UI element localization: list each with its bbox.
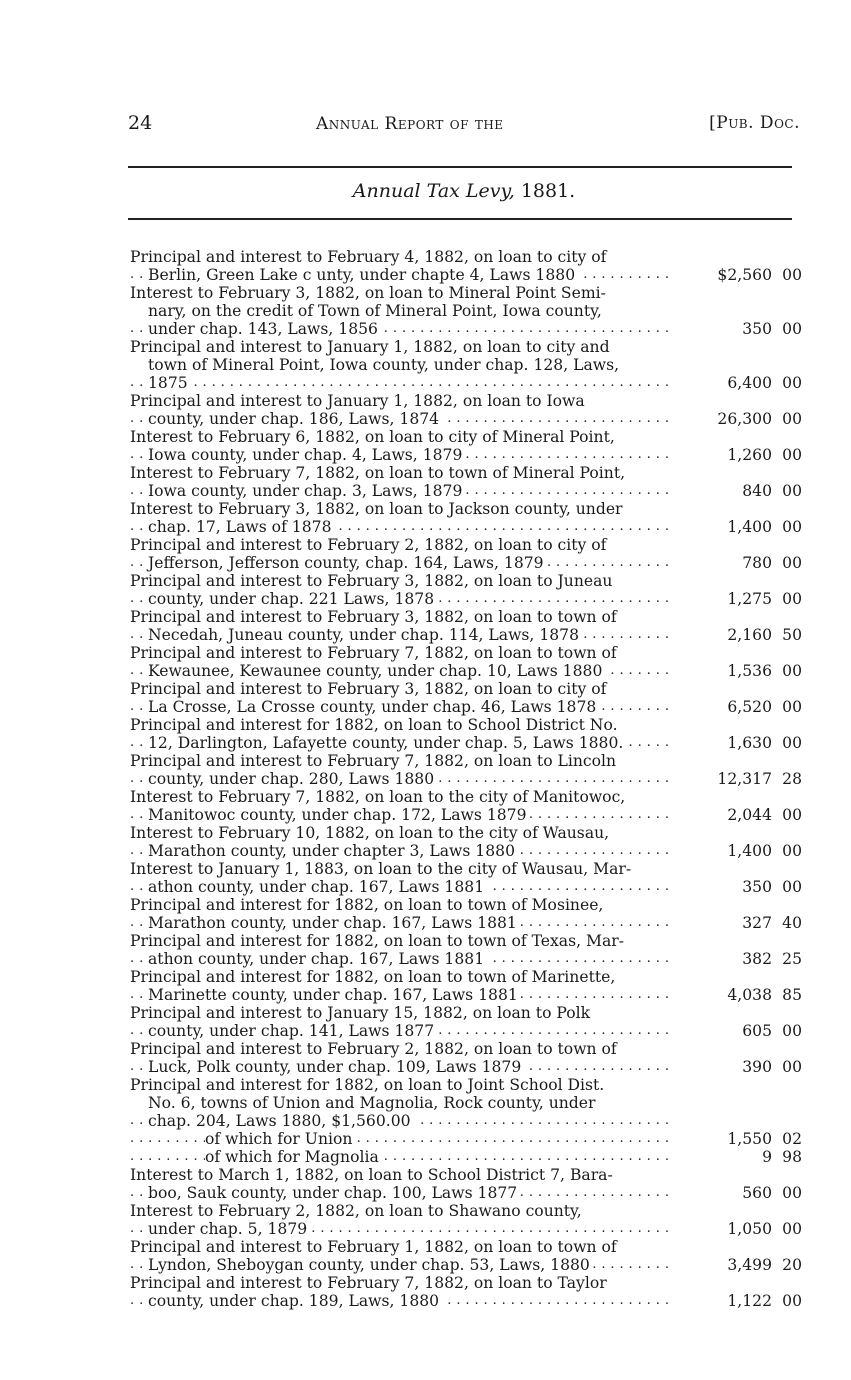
levy-entry: [130, 1274, 802, 1310]
publication-label: [Pub. Doc.: [709, 113, 800, 133]
levy-entry: [130, 644, 802, 680]
amount: [692, 1184, 802, 1202]
entry-line: [130, 806, 673, 824]
amount-dollars: 780: [742, 554, 772, 572]
levy-entry: [130, 680, 802, 716]
amount-dollars: 1,260: [727, 446, 772, 464]
entry-line-text: athon county, under chap. 167, Laws 1881: [148, 878, 487, 896]
entry-line: [130, 374, 673, 392]
levy-entry: [130, 824, 802, 860]
levy-entry: [130, 968, 802, 1004]
entry-line-text: Lyndon, Sheboygan county, under chap. 53, Laws, 1880: [148, 1256, 593, 1274]
amount: [692, 518, 802, 536]
entry-line: [130, 356, 673, 374]
entry-line-text: Principal and interest to February 1, 1882, on loan to town of: [130, 1238, 617, 1256]
entry-line: [130, 914, 673, 932]
entry-line: [130, 1004, 673, 1022]
levy-entry: [130, 1040, 802, 1076]
tax-levy-list: [130, 248, 802, 1310]
sub-line-text: of which for Magnolia: [205, 1148, 382, 1166]
levy-entry: [130, 1004, 802, 1040]
levy-entry: [130, 392, 802, 428]
levy-entry: [130, 572, 802, 608]
levy-entry: [130, 788, 802, 824]
amount: [692, 1256, 802, 1274]
amount-cents: 28: [782, 770, 802, 788]
entry-line: [130, 932, 673, 950]
entry-line-text: Interest to February 10, 1882, on loan to the city of Wausau,: [130, 824, 610, 842]
entry-line: [130, 716, 673, 734]
entry-line-text: Principal and interest to February 3, 1882, on loan to Juneau: [130, 572, 613, 590]
section-title-text: Annual Tax Levy,: [352, 180, 515, 202]
entry-line: [130, 1076, 673, 1094]
entry-line-text: county, under chap. 186, Laws, 1874: [148, 410, 442, 428]
levy-entry: [130, 896, 802, 932]
amount-dollars: 12,317: [717, 770, 772, 788]
amount: [692, 914, 802, 932]
amount-cents: 00: [782, 446, 802, 464]
amount: [692, 1220, 802, 1238]
header-rule-bottom: [128, 218, 792, 220]
entry-line-text: chap. 204, Laws 1880, $1,560.00: [148, 1112, 414, 1130]
entry-line-text: Interest to February 3, 1882, on loan to Jackson county, under: [130, 500, 623, 518]
levy-entry: [130, 338, 802, 392]
entry-line-text: Marinette county, under chap. 167, Laws 1881: [148, 986, 521, 1004]
amount-cents: 00: [782, 1022, 802, 1040]
entry-line-text: nary, on the credit of Town of Mineral Point, Iowa county,: [148, 302, 602, 320]
entry-line-text: Principal and interest to January 1, 1882, on loan to city and: [130, 338, 610, 356]
amount: [692, 446, 802, 464]
entry-line-text: Principal and interest to February 2, 1882, on loan to town of: [130, 1040, 617, 1058]
entry-line-text: Principal and interest to February 7, 1882, on loan to Lincoln: [130, 752, 617, 770]
entry-line: [130, 860, 673, 878]
entry-line-text: Interest to February 7, 1882, on loan to the city of Manitowoc,: [130, 788, 626, 806]
amount-dollars: 605: [742, 1022, 772, 1040]
amount: [692, 1292, 802, 1310]
entry-line-text: Principal and interest for 1882, on loan to Joint School Dist.: [130, 1076, 605, 1094]
amount-cents: 00: [782, 698, 802, 716]
entry-line: [130, 428, 673, 446]
amount-cents: 00: [782, 806, 802, 824]
entry-line: [130, 1166, 673, 1184]
entry-line-text: Necedah, Juneau county, under chap. 114, Laws, 1878: [148, 626, 582, 644]
entry-line: [130, 446, 673, 464]
amount-cents: 40: [782, 914, 802, 932]
amount-dollars: 2,044: [727, 806, 772, 824]
entry-line-text: Kewaunee, Kewaunee county, under chap. 10, Laws 1880: [148, 662, 605, 680]
amount-dollars: 6,400: [727, 374, 772, 392]
amount: [692, 698, 802, 716]
entry-line-text: La Crosse, La Crosse county, under chap. 46, Laws 1878: [148, 698, 599, 716]
entry-line-text: Berlin, Green Lake c unty, under chapte 4, Laws 1880: [148, 266, 578, 284]
entry-line: [130, 644, 673, 662]
entry-line: [130, 680, 673, 698]
entry-line: [130, 1238, 673, 1256]
entry-line-text: county, under chap. 221 Laws, 1878: [148, 590, 437, 608]
amount: [692, 1130, 802, 1148]
amount: [692, 734, 802, 752]
entry-line-text: Marathon county, under chapter 3, Laws 1880: [148, 842, 518, 860]
levy-entry: [130, 1076, 802, 1166]
amount-dollars: 1,400: [727, 842, 772, 860]
levy-entry: [130, 716, 802, 752]
entry-line: [130, 284, 673, 302]
amount-cents: 85: [782, 986, 802, 1004]
amount-cents: 00: [782, 878, 802, 896]
entry-line: [130, 590, 673, 608]
entry-line-text: Interest to February 6, 1882, on loan to city of Mineral Point,: [130, 428, 615, 446]
entry-line: [130, 770, 673, 788]
entry-line: [130, 554, 673, 572]
sub-line: [130, 1130, 673, 1148]
entry-line: [130, 608, 673, 626]
levy-entry: [130, 536, 802, 572]
amount: [692, 1058, 802, 1076]
amount-dollars: 4,038: [727, 986, 772, 1004]
section-title: [128, 180, 800, 202]
amount: [692, 878, 802, 896]
entry-line-text: Principal and interest to February 3, 1882, on loan to town of: [130, 608, 617, 626]
entry-line: [130, 500, 673, 518]
amount-dollars: 840: [742, 482, 772, 500]
amount-dollars: 6,520: [727, 698, 772, 716]
entry-line: [130, 572, 673, 590]
amount-dollars: 1,630: [727, 734, 772, 752]
entry-line-text: Principal and interest to January 15, 1882, on loan to Polk: [130, 1004, 591, 1022]
entry-line: [130, 734, 673, 752]
amount: [692, 320, 802, 338]
amount-dollars: 1,050: [727, 1220, 772, 1238]
amount-cents: 00: [782, 374, 802, 392]
entry-line: [130, 842, 673, 860]
entry-line: [130, 986, 673, 1004]
amount: [692, 626, 802, 644]
entry-line: [130, 338, 673, 356]
amount-cents: 00: [782, 1220, 802, 1238]
levy-entry: [130, 428, 802, 464]
entry-line: [130, 302, 673, 320]
entry-line: [130, 752, 673, 770]
entry-line: [130, 482, 673, 500]
entry-line: [130, 464, 673, 482]
entry-line: [130, 968, 673, 986]
amount-dollars: 327: [742, 914, 772, 932]
levy-entry: [130, 860, 802, 896]
amount: [692, 662, 802, 680]
entry-line-text: Luck, Polk county, under chap. 109, Laws 1879: [148, 1058, 524, 1076]
amount: [692, 590, 802, 608]
levy-entry: [130, 1202, 802, 1238]
header-rule-top: [128, 166, 792, 168]
sub-line: [130, 1148, 673, 1166]
amount: [692, 482, 802, 500]
entry-sub-line: [130, 1130, 802, 1148]
amount-dollars: 26,300: [717, 410, 772, 428]
entry-line: [130, 1292, 673, 1310]
amount: [692, 374, 802, 392]
amount: [692, 266, 802, 284]
entry-line-text: Iowa county, under chap. 3, Laws, 1879: [148, 482, 465, 500]
entry-line-text: Interest to February 3, 1882, on loan to Mineral Point Semi-: [130, 284, 606, 302]
entry-line-text: Manitowoc county, under chap. 172, Laws 1879: [148, 806, 530, 824]
amount-cents: 20: [782, 1256, 802, 1274]
entry-line: [130, 1022, 673, 1040]
entry-line: [130, 1094, 673, 1112]
amount: [692, 554, 802, 572]
amount-cents: 00: [782, 734, 802, 752]
amount-cents: 25: [782, 950, 802, 968]
amount: [692, 950, 802, 968]
entry-line: [130, 536, 673, 554]
amount-cents: 00: [782, 554, 802, 572]
amount-dollars: 1,122: [727, 1292, 772, 1310]
levy-entry: [130, 248, 802, 284]
amount-dollars: 2,160: [727, 626, 772, 644]
amount-cents: 00: [782, 842, 802, 860]
entry-line-text: county, under chap. 141, Laws 1877: [148, 1022, 437, 1040]
entry-line-text: Principal and interest to February 4, 1882, on loan to city of: [130, 248, 607, 266]
entry-line-text: No. 6, towns of Union and Magnolia, Rock county, under: [148, 1094, 596, 1112]
entry-line: [130, 1274, 673, 1292]
amount-cents: 00: [782, 590, 802, 608]
entry-line-text: Principal and interest to February 2, 1882, on loan to city of: [130, 536, 607, 554]
amount: [692, 1148, 802, 1166]
amount-dollars: 1,400: [727, 518, 772, 536]
entry-line: [130, 518, 673, 536]
page-number: 24: [128, 112, 153, 134]
entry-line: [130, 698, 673, 716]
entry-line: [130, 788, 673, 806]
entry-line: [130, 1058, 673, 1076]
entry-line-text: Jefferson, Jefferson county, chap. 164, Laws, 1879: [148, 554, 547, 572]
amount-dollars: 560: [742, 1184, 772, 1202]
amount: [692, 806, 802, 824]
entry-line-text: county, under chap. 280, Laws 1880: [148, 770, 437, 788]
levy-entry: [130, 464, 802, 500]
entry-line-text: Principal and interest for 1882, on loan to town of Marinette,: [130, 968, 616, 986]
entry-line: [130, 392, 673, 410]
entry-line: [130, 878, 673, 896]
section-title-year: 1881.: [520, 180, 576, 202]
entry-line: [130, 410, 673, 428]
amount-cents: 00: [782, 410, 802, 428]
levy-entry: [130, 284, 802, 338]
amount-cents: 00: [782, 320, 802, 338]
amount: [692, 1022, 802, 1040]
amount-cents: 00: [782, 482, 802, 500]
entry-line: [130, 320, 673, 338]
amount-dollars: 350: [742, 878, 772, 896]
entry-line-text: under chap. 143, Laws, 1856: [148, 320, 381, 338]
amount: [692, 842, 802, 860]
amount-dollars: 3,499: [727, 1256, 772, 1274]
amount-cents: 02: [782, 1130, 802, 1148]
entry-line-text: Principal and interest for 1882, on loan to town of Mosinee,: [130, 896, 604, 914]
entry-line: [130, 896, 673, 914]
entry-line: [130, 1040, 673, 1058]
entry-line: [130, 1184, 673, 1202]
entry-line: [130, 1202, 673, 1220]
entry-line: [130, 626, 673, 644]
amount-dollars: 1,536: [727, 662, 772, 680]
entry-line-text: Interest to March 1, 1882, on loan to School District 7, Bara-: [130, 1166, 613, 1184]
amount-cents: 00: [782, 1184, 802, 1202]
amount-cents: 00: [782, 1292, 802, 1310]
entry-line-text: 12, Darlington, Lafayette county, under chap. 5, Laws 1880.: [148, 734, 626, 752]
entry-line: [130, 950, 673, 968]
entry-line-text: athon county, under chap. 167, Laws 1881: [148, 950, 487, 968]
entry-line-text: Principal and interest to February 7, 1882, on loan to Taylor: [130, 1274, 607, 1292]
amount-cents: 00: [782, 662, 802, 680]
amount: [692, 986, 802, 1004]
amount-cents: 00: [782, 266, 802, 284]
amount-cents: 00: [782, 1058, 802, 1076]
entry-sub-line: [130, 1148, 802, 1166]
amount-dollars: 1,550: [727, 1130, 772, 1148]
entry-line-text: Principal and interest to January 1, 1882, on loan to Iowa: [130, 392, 585, 410]
levy-entry: [130, 608, 802, 644]
entry-line-text: Principal and interest for 1882, on loan to town of Texas, Mar-: [130, 932, 625, 950]
page-header: [128, 112, 800, 140]
sub-line-text: of which for Union: [205, 1130, 355, 1148]
entry-line-text: chap. 17, Laws of 1878: [148, 518, 335, 536]
entry-line: [130, 1220, 673, 1238]
amount-dollars: 382: [742, 950, 772, 968]
amount-dollars: 9: [762, 1148, 772, 1166]
amount: [692, 410, 802, 428]
running-title: Annual Report of the: [316, 114, 504, 134]
entry-line: [130, 1256, 673, 1274]
levy-entry: [130, 500, 802, 536]
amount-dollars: 390: [742, 1058, 772, 1076]
entry-line: [130, 1112, 673, 1130]
levy-entry: [130, 932, 802, 968]
entry-line: [130, 248, 673, 266]
entry-line-text: Marathon county, under chap. 167, Laws 1881: [148, 914, 520, 932]
levy-entry: [130, 1238, 802, 1274]
entry-line-text: Principal and interest for 1882, on loan to School District No.: [130, 716, 618, 734]
entry-line-text: Principal and interest to February 3, 1882, on loan to city of: [130, 680, 607, 698]
entry-line-text: Interest to January 1, 1883, on loan to the city of Wausau, Mar-: [130, 860, 632, 878]
levy-entry: [130, 752, 802, 788]
amount: [692, 770, 802, 788]
entry-line: [130, 662, 673, 680]
entry-line: [130, 266, 673, 284]
entry-line-text: under chap. 5, 1879: [148, 1220, 310, 1238]
amount-cents: 50: [782, 626, 802, 644]
levy-entry: [130, 1166, 802, 1202]
entry-line-text: county, under chap. 189, Laws, 1880: [148, 1292, 442, 1310]
entry-line-text: Iowa county, under chap. 4, Laws, 1879: [148, 446, 465, 464]
amount-cents: 98: [782, 1148, 802, 1166]
amount-dollars: $2,560: [717, 266, 772, 284]
amount-dollars: 350: [742, 320, 772, 338]
amount-dollars: 1,275: [727, 590, 772, 608]
entry-line-text: Interest to February 7, 1882, on loan to town of Mineral Point,: [130, 464, 626, 482]
entry-line: [130, 824, 673, 842]
entry-line-text: boo, Sauk county, under chap. 100, Laws 1877: [148, 1184, 520, 1202]
entry-line-text: town of Mineral Point, Iowa county, under chap. 128, Laws,: [148, 356, 620, 374]
amount-cents: 00: [782, 518, 802, 536]
entry-line-text: 1875: [148, 374, 191, 392]
entry-line-text: Interest to February 2, 1882, on loan to Shawano county,: [130, 1202, 582, 1220]
entry-line-text: Principal and interest to February 7, 1882, on loan to town of: [130, 644, 617, 662]
